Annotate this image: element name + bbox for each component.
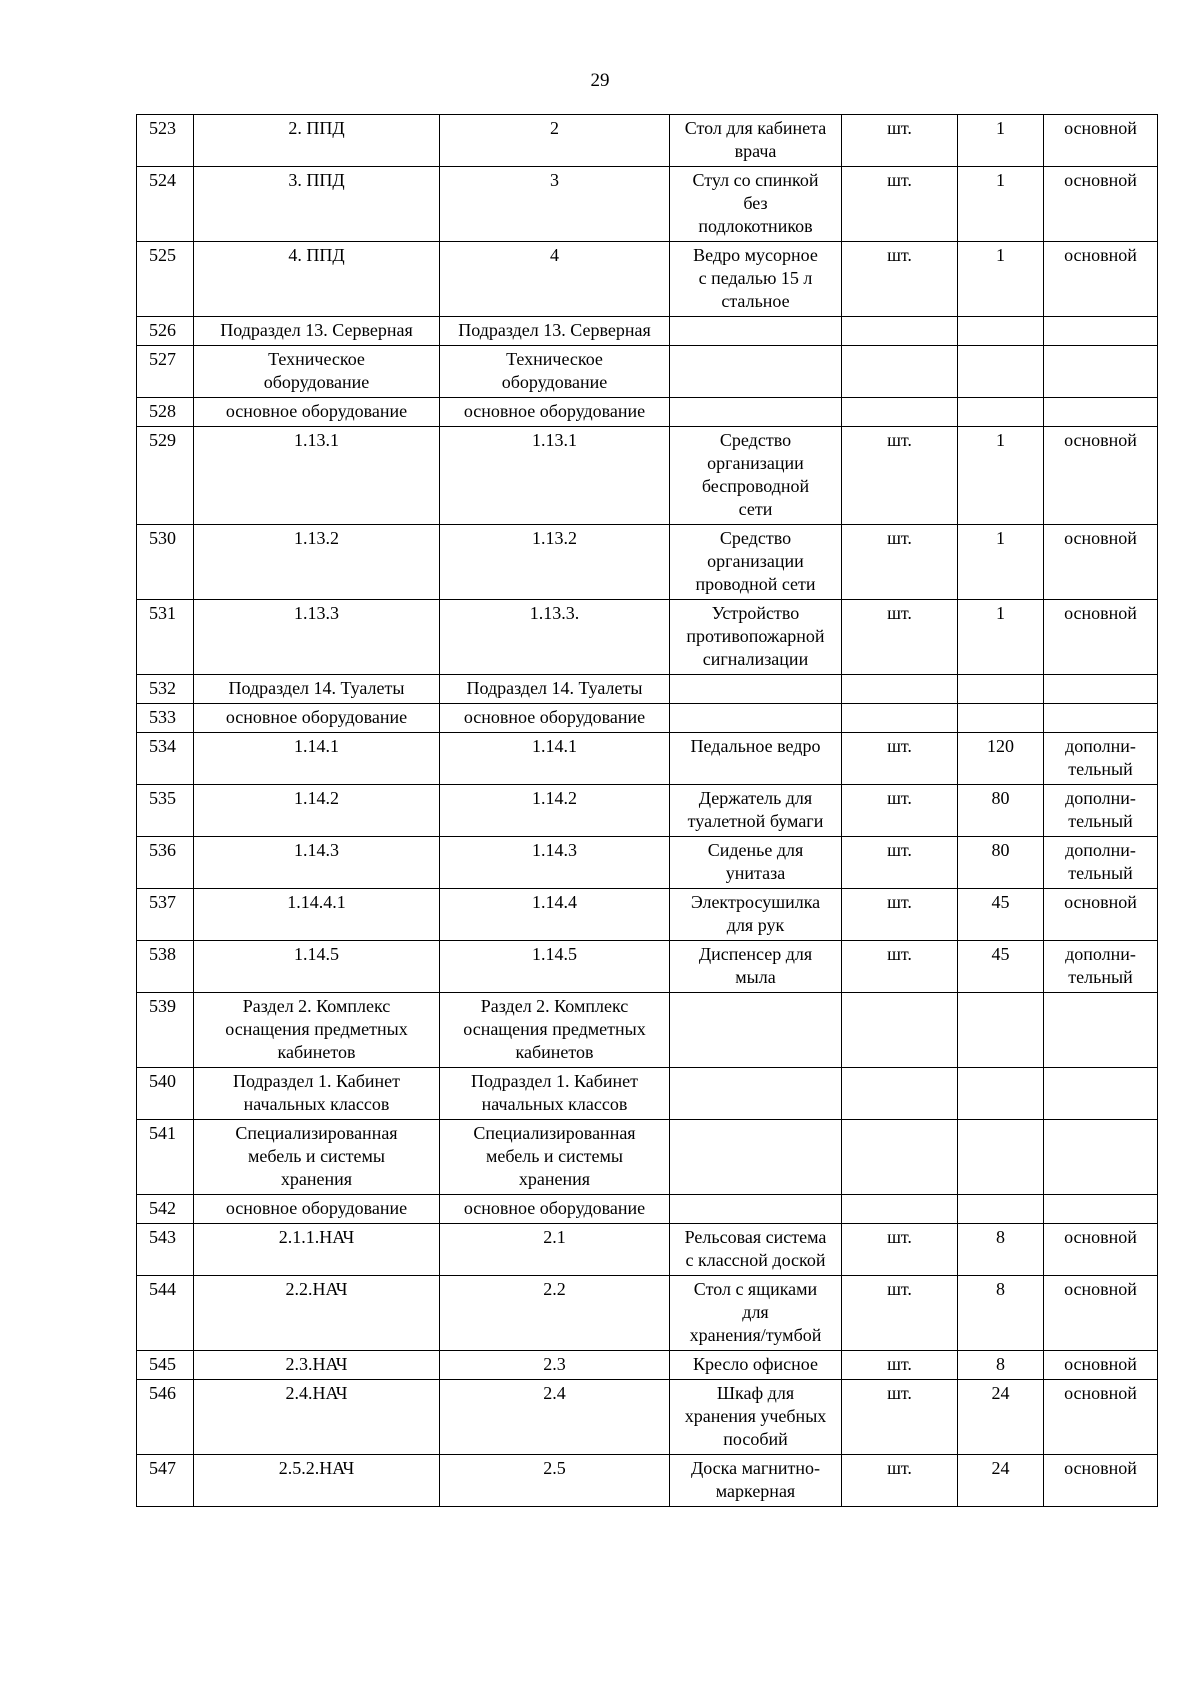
name-cell: Сиденье для унитаза [670,837,842,889]
code-cell: 1.14.1 [194,733,440,785]
row-number-cell: 545 [137,1351,194,1380]
unit-cell: шт. [842,733,958,785]
code-cell: 1.14.4.1 [194,889,440,941]
row-number-cell: 544 [137,1276,194,1351]
name-cell [670,1195,842,1224]
name-cell: Стул со спинкой без подлокотников [670,167,842,242]
type-cell: дополни- тельный [1044,837,1158,889]
ref-cell: Специализированная мебель и системы хранения [440,1120,670,1195]
ref-cell: Подраздел 13. Серверная [440,317,670,346]
equipment-table-body [137,115,1158,1507]
code-cell: 1.13.3 [194,600,440,675]
table-row [137,889,1158,941]
name-cell [670,1068,842,1120]
table-row [137,525,1158,600]
ref-cell: 1.14.1 [440,733,670,785]
row-number-cell: 547 [137,1455,194,1507]
unit-cell [842,317,958,346]
type-cell: основной [1044,1455,1158,1507]
row-number-cell: 531 [137,600,194,675]
table-row [137,1455,1158,1507]
type-cell [1044,1120,1158,1195]
ref-cell: 4 [440,242,670,317]
quantity-cell [958,993,1044,1068]
type-cell: основной [1044,115,1158,167]
table-row [137,941,1158,993]
row-number-cell: 541 [137,1120,194,1195]
table-row [137,427,1158,525]
name-cell: Средство организации проводной сети [670,525,842,600]
name-cell: Стол с ящиками для хранения/тумбой [670,1276,842,1351]
quantity-cell [958,346,1044,398]
code-cell: 1.14.3 [194,837,440,889]
type-cell: дополни- тельный [1044,733,1158,785]
quantity-cell: 1 [958,242,1044,317]
row-number-cell: 532 [137,675,194,704]
code-cell: 4. ППД [194,242,440,317]
quantity-cell: 80 [958,785,1044,837]
code-cell: 3. ППД [194,167,440,242]
quantity-cell: 1 [958,427,1044,525]
table-row [137,837,1158,889]
unit-cell: шт. [842,1351,958,1380]
table-row [137,704,1158,733]
row-number-cell: 538 [137,941,194,993]
name-cell [670,675,842,704]
unit-cell: шт. [842,427,958,525]
ref-cell: Раздел 2. Комплекс оснащения предметных кабинетов [440,993,670,1068]
unit-cell: шт. [842,600,958,675]
name-cell: Педальное ведро [670,733,842,785]
quantity-cell: 1 [958,600,1044,675]
table-row [137,242,1158,317]
ref-cell: основное оборудование [440,704,670,733]
row-number-cell: 529 [137,427,194,525]
row-number-cell: 527 [137,346,194,398]
table-row [137,1351,1158,1380]
quantity-cell: 120 [958,733,1044,785]
ref-cell: 1.14.3 [440,837,670,889]
code-cell: Подраздел 1. Кабинет начальных классов [194,1068,440,1120]
unit-cell: шт. [842,115,958,167]
table-row [137,1120,1158,1195]
type-cell: дополни- тельный [1044,785,1158,837]
equipment-table [136,114,1158,1507]
type-cell [1044,704,1158,733]
code-cell: 2.3.НАЧ [194,1351,440,1380]
name-cell [670,1120,842,1195]
type-cell: основной [1044,1276,1158,1351]
name-cell [670,993,842,1068]
quantity-cell [958,1068,1044,1120]
table-row [137,398,1158,427]
row-number-cell: 546 [137,1380,194,1455]
unit-cell: шт. [842,242,958,317]
table-row [137,167,1158,242]
row-number-cell: 536 [137,837,194,889]
table-row [137,317,1158,346]
unit-cell [842,398,958,427]
ref-cell: 1.14.5 [440,941,670,993]
name-cell: Средство организации беспроводной сети [670,427,842,525]
unit-cell [842,675,958,704]
type-cell: основной [1044,525,1158,600]
quantity-cell [958,675,1044,704]
ref-cell: 2 [440,115,670,167]
row-number-cell: 528 [137,398,194,427]
type-cell: основной [1044,889,1158,941]
type-cell [1044,1195,1158,1224]
quantity-cell: 8 [958,1224,1044,1276]
name-cell: Ведро мусорное с педалью 15 л стальное [670,242,842,317]
name-cell: Диспенсер для мыла [670,941,842,993]
row-number-cell: 535 [137,785,194,837]
type-cell [1044,317,1158,346]
table-row [137,1380,1158,1455]
row-number-cell: 524 [137,167,194,242]
ref-cell: 2.5 [440,1455,670,1507]
row-number-cell: 523 [137,115,194,167]
code-cell: 1.13.2 [194,525,440,600]
ref-cell: 2.4 [440,1380,670,1455]
table-row [137,1195,1158,1224]
code-cell: 2.5.2.НАЧ [194,1455,440,1507]
quantity-cell [958,1195,1044,1224]
name-cell: Устройство противопожарной сигнализации [670,600,842,675]
unit-cell: шт. [842,889,958,941]
name-cell [670,704,842,733]
unit-cell [842,704,958,733]
unit-cell: шт. [842,1380,958,1455]
code-cell: 2.4.НАЧ [194,1380,440,1455]
ref-cell: 1.13.1 [440,427,670,525]
quantity-cell [958,704,1044,733]
table-row [137,1276,1158,1351]
unit-cell: шт. [842,941,958,993]
row-number-cell: 533 [137,704,194,733]
type-cell: основной [1044,242,1158,317]
unit-cell [842,1195,958,1224]
row-number-cell: 534 [137,733,194,785]
table-row [137,600,1158,675]
code-cell: 1.13.1 [194,427,440,525]
quantity-cell: 1 [958,115,1044,167]
unit-cell [842,1120,958,1195]
code-cell: Подраздел 13. Серверная [194,317,440,346]
unit-cell: шт. [842,837,958,889]
table-row [137,993,1158,1068]
ref-cell: основное оборудование [440,1195,670,1224]
type-cell: основной [1044,1224,1158,1276]
unit-cell: шт. [842,525,958,600]
ref-cell: основное оборудование [440,398,670,427]
ref-cell: 2.2 [440,1276,670,1351]
row-number-cell: 537 [137,889,194,941]
unit-cell: шт. [842,1276,958,1351]
row-number-cell: 530 [137,525,194,600]
table-row [137,115,1158,167]
row-number-cell: 525 [137,242,194,317]
code-cell: 1.14.2 [194,785,440,837]
unit-cell: шт. [842,785,958,837]
table-row [137,675,1158,704]
unit-cell: шт. [842,1224,958,1276]
code-cell: основное оборудование [194,398,440,427]
type-cell: основной [1044,600,1158,675]
table-row [137,1068,1158,1120]
quantity-cell: 8 [958,1351,1044,1380]
quantity-cell: 1 [958,525,1044,600]
code-cell: 2. ППД [194,115,440,167]
quantity-cell: 1 [958,167,1044,242]
ref-cell: 1.13.3. [440,600,670,675]
code-cell: Раздел 2. Комплекс оснащения предметных кабинетов [194,993,440,1068]
ref-cell: Подраздел 1. Кабинет начальных классов [440,1068,670,1120]
row-number-cell: 539 [137,993,194,1068]
table-row [137,733,1158,785]
code-cell: 2.2.НАЧ [194,1276,440,1351]
quantity-cell: 80 [958,837,1044,889]
code-cell: Специализированная мебель и системы хранения [194,1120,440,1195]
type-cell: основной [1044,1380,1158,1455]
unit-cell [842,1068,958,1120]
quantity-cell [958,317,1044,346]
type-cell [1044,993,1158,1068]
name-cell: Доска магнитно- маркерная [670,1455,842,1507]
ref-cell: 1.13.2 [440,525,670,600]
code-cell: Техническое оборудование [194,346,440,398]
unit-cell: шт. [842,1455,958,1507]
name-cell [670,346,842,398]
type-cell [1044,346,1158,398]
code-cell: основное оборудование [194,704,440,733]
quantity-cell [958,398,1044,427]
row-number-cell: 542 [137,1195,194,1224]
type-cell: основной [1044,427,1158,525]
code-cell: 1.14.5 [194,941,440,993]
quantity-cell: 45 [958,941,1044,993]
ref-cell: 1.14.2 [440,785,670,837]
ref-cell: 2.1 [440,1224,670,1276]
quantity-cell [958,1120,1044,1195]
quantity-cell: 24 [958,1455,1044,1507]
name-cell: Шкаф для хранения учебных пособий [670,1380,842,1455]
name-cell: Стол для кабинета врача [670,115,842,167]
quantity-cell: 24 [958,1380,1044,1455]
code-cell: Подраздел 14. Туалеты [194,675,440,704]
name-cell [670,317,842,346]
ref-cell: 3 [440,167,670,242]
name-cell: Рельсовая система с классной доской [670,1224,842,1276]
type-cell [1044,398,1158,427]
unit-cell [842,346,958,398]
row-number-cell: 526 [137,317,194,346]
unit-cell: шт. [842,167,958,242]
quantity-cell: 45 [958,889,1044,941]
type-cell: основной [1044,1351,1158,1380]
ref-cell: Подраздел 14. Туалеты [440,675,670,704]
table-row [137,346,1158,398]
ref-cell: 1.14.4 [440,889,670,941]
unit-cell [842,993,958,1068]
name-cell: Держатель для туалетной бумаги [670,785,842,837]
type-cell [1044,1068,1158,1120]
type-cell: дополни- тельный [1044,941,1158,993]
code-cell: 2.1.1.НАЧ [194,1224,440,1276]
type-cell: основной [1044,167,1158,242]
ref-cell: Техническое оборудование [440,346,670,398]
ref-cell: 2.3 [440,1351,670,1380]
code-cell: основное оборудование [194,1195,440,1224]
quantity-cell: 8 [958,1276,1044,1351]
table-row [137,785,1158,837]
table-row [137,1224,1158,1276]
row-number-cell: 543 [137,1224,194,1276]
name-cell: Электросушилка для рук [670,889,842,941]
row-number-cell: 540 [137,1068,194,1120]
type-cell [1044,675,1158,704]
page-number: 29 [590,70,610,91]
name-cell [670,398,842,427]
name-cell: Кресло офисное [670,1351,842,1380]
